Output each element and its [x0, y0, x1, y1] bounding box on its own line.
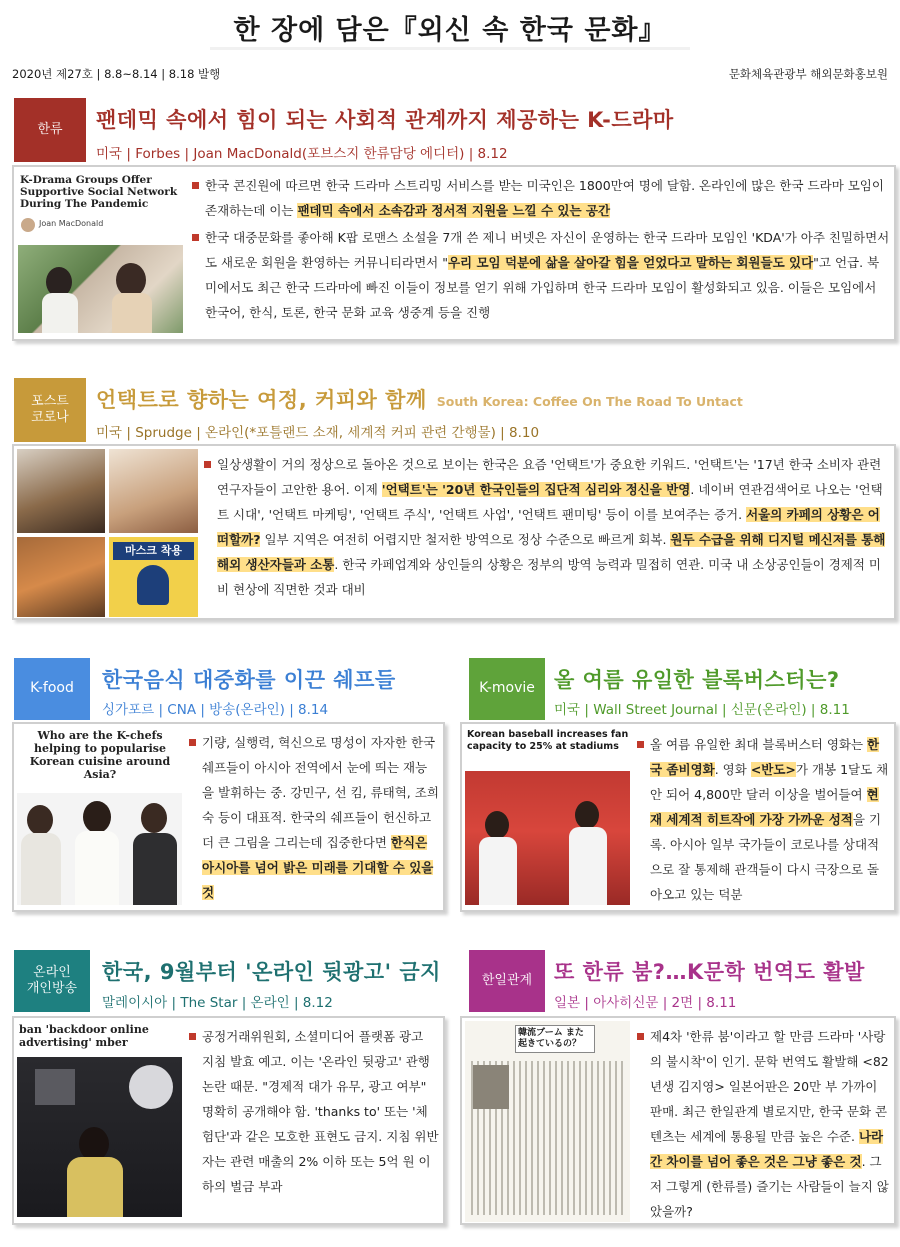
article-box-kdrama: [12, 165, 896, 341]
barista-photo: [109, 449, 198, 533]
article-box-klit: [460, 1016, 896, 1225]
section-title-kchefs: 한국음식 대중화를 이끈 쉐프들: [102, 668, 396, 692]
article-text-coffee: [204, 452, 890, 602]
article-text-blockbuster: [637, 732, 889, 907]
article-text-kchefs: [189, 730, 439, 905]
newspaper-photo: [473, 1065, 509, 1109]
section-source-forbes: 미국 | Forbes | Joan MacDonald(포브스지 한류담당 에디터) | 8.12: [96, 146, 508, 162]
publisher: 문화체육관광부 해외문화홍보원: [728, 67, 888, 81]
drama-still-photo: [18, 245, 183, 333]
bullet-item: 제4차 '한류 붐'이라고 할 만큼 드라마 '사랑의 불시착'이 인기. 문학 번역도 활발해 <82년생 김지영> 일본어판은 20만 부 가까이 판매. 최근 한일관계 별로지만, 한국 문화 콘텐츠는 세계에 통용될 만큼 높은 수준. 나라 간 차이를 넘어 좋은 것은 그냥 좋은 것. 그저 그렇게 (한류를) 즐기는 사람들이 늘지 않았을까?: [637, 1024, 891, 1224]
section-source-sprudge: 미국 | Sprudge | 온라인(*포틀랜드 소재, 세계적 커피 관련 간행물) | 8.10: [96, 425, 540, 441]
issue-info: 2020년 제27호 | 8.8~8.14 | 8.18 발행: [12, 67, 221, 81]
bullet-item: 한국 대중문화를 좋아해 K팝 로맨스 소설을 7개 쓴 제니 버넷은 자신이 운영하는 한국 드라마 모임인 'KDA'가 아주 친밀하면서도 새로운 회원을 환영하는 커뮤니티라면서 "우리 모임 덕분에 삶을 살아갈 힘을 얻었다고 말하는 회원들도 있다"고 언급. 북미에서도 최근 한국 드라마에 빠진 이들이 정보를 얻기 위해 가입하며 한국 드라마 모임이 활성화되고 있음. 이들은 모임에서 한국어, 한식, 토론, 한국 문화 교육 생중계 등을 진행: [192, 225, 890, 325]
article-box-blockbuster: [460, 722, 896, 912]
clipping-headline: K-Drama Groups Offer Supportive Social Network During The Pandemic: [20, 174, 178, 210]
category-badge-postcorona: 포스트 코로나: [14, 378, 86, 442]
section-source-wsj: 미국 | Wall Street Journal | 신문(온라인) | 8.11: [554, 702, 850, 718]
coffee-pour-photo: [17, 449, 105, 533]
section-source-asahi: 일본 | 아사히신문 | 2면 | 8.11: [554, 995, 737, 1011]
mask-sign-label: 마스크 착용: [113, 542, 194, 560]
chefs-photo: [17, 793, 182, 905]
title-underline: [210, 47, 690, 50]
bullet-item: 공정거래위원회, 소셜미디어 플랫폼 광고 지침 발효 예고. 이는 '온라인 뒷광고' 관행 논란 때문. "경제적 대가 유무, 광고 여부" 명확히 공개해야 함. 'thanks to' 또는 '체험단'과 같은 모호한 표현도 금지. 지침 위반자는 관련 매출의 2% 이하 또는 5억 원 이하의 벌금 부과: [189, 1024, 439, 1199]
article-clipping-cna: [17, 727, 182, 909]
section-title-backdoor-ads: 한국, 9월부터 '온라인 뒷광고' 금지: [102, 960, 441, 984]
stadium-fans-photo: [465, 771, 630, 905]
clipping-headline: ban 'backdoor online advertising' mber: [19, 1023, 149, 1049]
section-title-blockbuster: 올 여름 유일한 블록버스터는?: [554, 668, 840, 692]
article-clipping-wsj: [465, 727, 630, 909]
streamer-photo: [17, 1057, 182, 1217]
bullet-item: 일상생활이 거의 정상으로 돌아온 것으로 보이는 한국은 요즘 '언택트'가 중요한 키워드. '언택트'는 '17년 한국 소비자 관련 연구자들이 고안한 용어. 이제 '언택트'는 '20년 한국인들의 집단적 심리와 정신을 반영. 네이버 연관검색어로 나오는 '언택트 시대', '언택트 마케팅', '언택트 주식', '언택트 사업', '언택트 팬미팅' 등이 이를 보여주는 증거. 서울의 카페의 상황은 어떠할까? 일부 지역은 여전히 어렵지만 철저한 방역으로 정상 수준으로 빠르게 회복. 원두 수급을 위해 디지털 메신저를 통해 해외 생산자들과 소통. 한국 카페업계와 상인들의 상황은 정부의 방역 능력과 밀접히 연관. 미국 내 소상공인들이 경제적 미비 현상에 직면한 것과 대비: [204, 452, 890, 602]
category-badge-kmovie: K-movie: [469, 658, 545, 720]
article-box-kchefs: [12, 722, 445, 912]
article-box-coffee: [12, 444, 896, 620]
article-clipping-thestar: [17, 1021, 182, 1222]
section-title-coffee: 언택트로 향하는 여정, 커피와 함께 South Korea: Coffee On The Road To Untact: [96, 388, 743, 412]
section-title-klit: 또 한류 붐?…K문학 번역도 활발: [554, 960, 865, 984]
clipping-headline: Korean baseball increases fan capacity to 25% at stadiums: [467, 729, 629, 752]
mask-sign: [109, 537, 198, 617]
mask-person-icon: [137, 565, 169, 605]
clipping-headline: 韓流ブーム また起きているの？: [515, 1025, 595, 1053]
section-source-thestar: 말레이시아 | The Star | 온라인 | 8.12: [102, 995, 333, 1011]
coffee-photo-collage: [17, 449, 198, 617]
article-box-backdoor-ads: [12, 1016, 445, 1225]
category-badge-hallyu: 한류: [14, 98, 86, 162]
section-title-english: South Korea: Coffee On The Road To Untact: [436, 393, 743, 409]
bullet-item: 올 여름 유일한 최대 블록버스터 영화는 한국 좀비영화. 영화 <반도>가 개봉 1달도 채 안 되어 4,800만 달러 이상을 벌어들여 현재 세계적 히트작에 가장 가까운 성적을 기록. 아시아 일부 국가들이 코로나를 상대적으로 잘 통제해 관객들이 다시 극장으로 돌아오고 있는 덕분: [637, 732, 889, 907]
category-badge-koreajapan: 한일관계: [469, 950, 545, 1012]
article-clipping-asahi: [465, 1021, 630, 1222]
clipping-author: Joan MacDonald: [39, 219, 104, 228]
bullet-item: 한국 콘진원에 따르면 한국 드라마 스트리밍 서비스를 받는 미국인은 1800만여 명에 달함. 온라인에 많은 한국 드라마 모임이 존재하는데 이는 팬데믹 속에서 소속감과 정서적 지원을 느낄 수 있는 공간: [192, 173, 890, 223]
article-text-klit: [637, 1024, 891, 1224]
article-text-kdrama: [192, 173, 890, 325]
section-source-cna: 싱가포르 | CNA | 방송(온라인) | 8.14: [102, 702, 329, 718]
bullet-item: 기량, 실행력, 혁신으로 명성이 자자한 한국 쉐프들이 아시아 전역에서 눈에 띄는 재능을 발휘하는 중. 강민구, 선 킴, 류태혁, 조희숙 등이 대표적. 한국의 쉐프들이 헌신하고 더 큰 그림을 그리는데 집중한다면 한식은 아시아를 넘어 밝은 미래를 기대할 수 있을 것: [189, 730, 439, 905]
clipping-headline: Who are the K-chefs helping to popularise Korean cuisine around Asia?: [29, 729, 171, 781]
category-badge-kfood: K-food: [14, 658, 90, 720]
page-title: 한 장에 담은『외신 속 한국 문화』: [233, 15, 667, 46]
section-title-kdrama: 팬데믹 속에서 힘이 되는 사회적 관계까지 제공하는 K-드라마: [96, 108, 674, 132]
author-avatar: [21, 218, 35, 232]
article-text-backdoor-ads: [189, 1024, 439, 1199]
category-badge-online: 온라인 개인방송: [14, 950, 90, 1012]
article-clipping-forbes: [18, 171, 183, 336]
cafe-interior-photo: [17, 537, 105, 617]
